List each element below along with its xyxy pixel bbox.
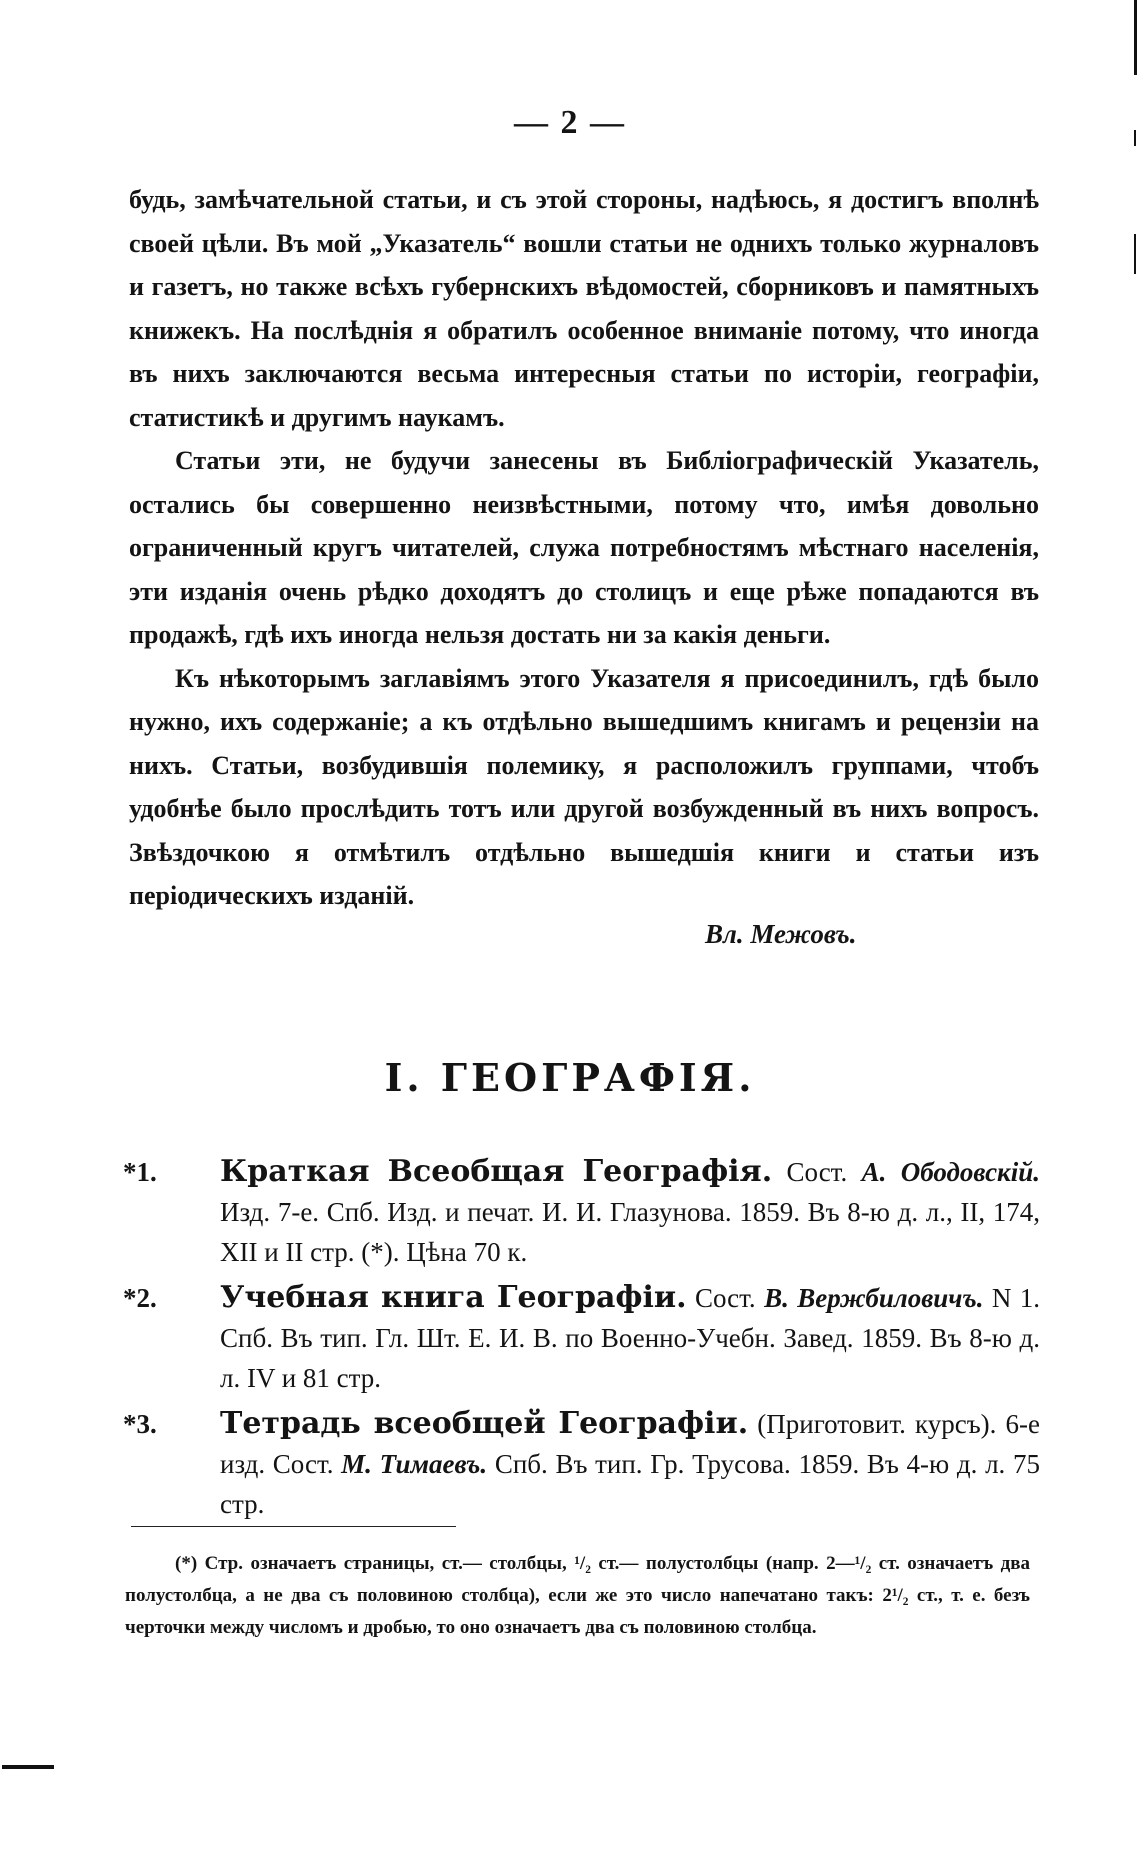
bibliography-entry-2 — [123, 1278, 1040, 1398]
section-heading: I. ГЕОГРАФІЯ. — [384, 1055, 756, 1100]
intro-paragraph-2: Статьи эти, не будучи занесены въ Библіографическій Указатель, остались бы совершенно неизвѣстными, потому что, имѣя довольно ограниченный кругъ читателей, служа потребностямъ мѣстнаго населенія, эти изданія очень рѣдко доходятъ до столицъ и еще рѣже попадаются въ продажѣ, гдѣ ихъ иногда нельзя достать ни за какія деньги. — [129, 446, 1039, 649]
entry-sost: Сост. — [694, 1283, 756, 1313]
scan-edge-mark — [2, 1765, 54, 1769]
entry-number: *1. — [123, 1157, 157, 1187]
bibliography-list — [123, 1152, 1040, 1530]
footnote — [125, 1548, 1030, 1644]
entry-details: Спб. Въ тип. Гр. Трусова. 1859. Въ 4-ю д. л. 75 стр. — [220, 1449, 1040, 1519]
footnote-mark: (*) — [175, 1553, 198, 1574]
entry-title: Краткая Всеобщая Географія. — [220, 1154, 773, 1189]
entry-number: *3. — [123, 1409, 157, 1439]
bibliography-entry-1 — [123, 1152, 1040, 1272]
scan-edge-mark — [1134, 130, 1136, 146]
footnote-text: Стр. означаетъ страницы, ст.— столбцы, ¹/₂ ст.— полустолбцы (напр. 2—¹/₂ ст. означаетъ два полустолбца, а не два съ половиною столбца), если же это число напечатано такъ: 2¹/₂ ст., т. е. безъ черточки между числомъ и дробью, то оно означаетъ два съ половиною столбца. — [125, 1553, 1030, 1638]
intro-paragraph-3: Къ нѣкоторымъ заглавіямъ этого Указателя я присоединилъ, гдѣ было нужно, ихъ содержаніе; а къ отдѣльно вышедшимъ книгамъ и рецензіи на нихъ. Статьи, возбудившія полемику, я расположилъ группами, чтобъ удобнѣе было прослѣдить тотъ или другой возбужденный въ нихъ вопросъ. Звѣздочкою я отмѣтилъ отдѣльно вышедшія книги и статьи изъ періодическихъ изданій. — [129, 663, 1039, 910]
page-number: — 2 — — [514, 104, 626, 141]
entry-title: Тетрадь всеобщей Географіи. — [220, 1406, 749, 1441]
intro-paragraph-1: будь, замѣчательной статьи, и съ этой стороны, надѣюсь, я достигъ вполнѣ своей цѣли. Въ мой „Указатель“ вошли статьи не однихъ только журналовъ и газетъ, но также всѣхъ губернскихъ вѣдомостей, сборниковъ и памятныхъ книжекъ. На послѣднія я обратилъ особенное вниманіе потому, что иногда въ нихъ заключаются весьма интересныя статьи по исторіи, географіи, статистикѣ и другимъ наукамъ. — [129, 185, 1039, 432]
entry-sost: Сост. — [786, 1157, 848, 1187]
entry-author: А. Ободовскій. — [861, 1157, 1041, 1187]
scan-edge-mark — [1134, 234, 1136, 274]
entry-author: В. Вержбиловичъ. — [764, 1283, 984, 1313]
entry-details: Изд. 7-е. Спб. Изд. и печат. И. И. Глазунова. 1859. Въ 8-ю д. л., II, 174, XII и II стр. (*). Цѣна 70 к. — [220, 1197, 1040, 1267]
author-signature: Вл. Межовъ. — [705, 919, 857, 949]
entry-details: N 1. Спб. Въ тип. Гл. Шт. Е. И. В. по Военно-Учебн. Завед. 1859. Въ 8-ю д. л. IV и 81 стр. — [220, 1283, 1040, 1393]
entry-sost: (Приготовит. курсъ). 6-е изд. Сост. — [220, 1409, 1040, 1479]
entry-author: М. Тимаевъ. — [341, 1449, 488, 1479]
bibliography-entry-3 — [123, 1404, 1040, 1524]
footnote-divider — [131, 1526, 456, 1527]
entry-title: Учебная книга Географіи. — [220, 1280, 687, 1315]
intro-text — [129, 178, 1039, 918]
scan-edge-mark — [1134, 0, 1137, 75]
entry-number: *2. — [123, 1283, 157, 1313]
